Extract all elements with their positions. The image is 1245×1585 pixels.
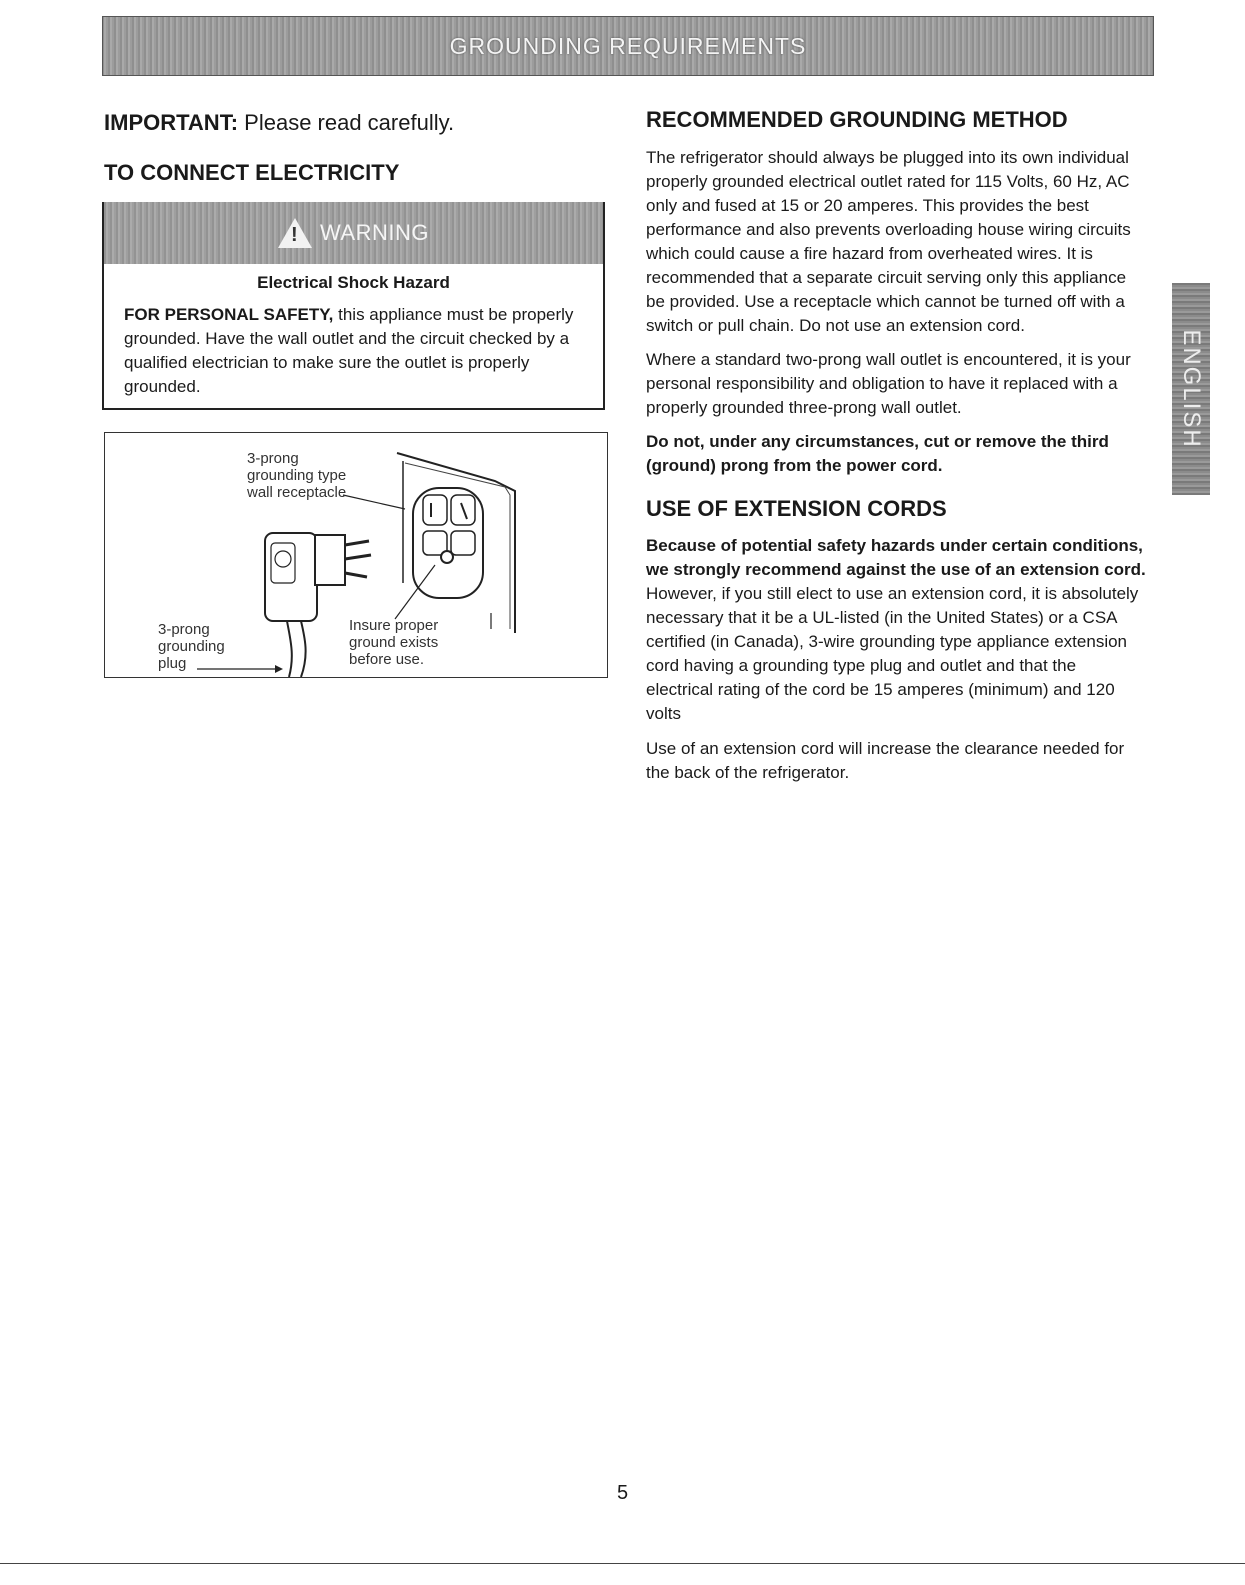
important-text: Please read carefully. <box>244 110 455 135</box>
important-label: IMPORTANT: <box>104 110 239 135</box>
recommended-paragraph-2: Where a standard two-prong wall outlet is encountered, it is your personal responsibility and obligation to have it replaced with a properly grounded three-prong wall outlet. <box>646 350 1131 417</box>
warning-body: this appliance must be properly grounded. Have the wall outlet and the circuit checked by a qualified electrician to make sure the outlet is properly grounded. <box>124 305 574 396</box>
right-column <box>646 107 1146 785</box>
ground-label: Insure proper ground exists before use. <box>349 617 439 668</box>
warning-box <box>102 202 605 410</box>
plug-diagram <box>104 432 608 678</box>
extension-paragraph-2: Use of an extension cord will increase the clearance needed for the back of the refrigerator. <box>646 739 1125 782</box>
section-banner <box>102 16 1154 76</box>
hazard-title: Electrical Shock Hazard <box>257 273 450 292</box>
warning-text <box>124 303 585 399</box>
connect-heading: TO CONNECT ELECTRICITY <box>104 160 400 185</box>
recommended-heading: RECOMMENDED GROUNDING METHOD <box>646 107 1068 132</box>
footer-divider <box>0 1563 1245 1564</box>
extension-paragraph-1 <box>646 534 1146 726</box>
important-note <box>104 110 454 136</box>
warning-lead: FOR PERSONAL SAFETY, <box>124 305 334 324</box>
warning-header <box>104 202 603 264</box>
recommended-paragraph-3: Do not, under any circumstances, cut or remove the third (ground) prong from the power cord. <box>646 432 1109 475</box>
recommended-paragraph-1: The refrigerator should always be plugged into its own individual properly grounded electrical outlet rated for 115 Volts, 60 Hz, AC only and fused at 15 or 20 amperes. This provides the best performance and also prevents overloading house wiring circuits which could cause a fire hazard from overheated wires. It is recommended that a separate circuit serving only this appliance be provided. Use a receptacle which cannot be turned off with a switch or pull chain. Do not use an extension cord. <box>646 148 1131 335</box>
warning-title: WARNING <box>319 220 429 245</box>
language-tab <box>1172 283 1210 495</box>
plug-label: 3-prong grounding plug <box>158 621 225 672</box>
extension-heading: USE OF EXTENSION CORDS <box>646 496 947 521</box>
page-number: 5 <box>616 1482 629 1504</box>
warning-triangle-icon <box>278 218 312 248</box>
extension-bold-text: Because of potential safety hazards under certain conditions, we strongly recommend against the use of an extension cord. <box>646 536 1146 579</box>
banner-title: GROUNDING REQUIREMENTS <box>449 32 807 59</box>
extension-rest-text: However, if you still elect to use an extension cord, it is absolutely necessary that it be a UL-listed (in the United States) or a CSA certified (in Canada), 3-wire grounding type appliance extension cord having a grounding type plug and outlet and that the electrical rating of the cord be 15 amperes (minimum) and 120 volts <box>646 584 1139 723</box>
receptacle-label: 3-prong grounding type wall receptacle <box>247 450 347 501</box>
language-tab-label: ENGLISH <box>1178 329 1205 449</box>
